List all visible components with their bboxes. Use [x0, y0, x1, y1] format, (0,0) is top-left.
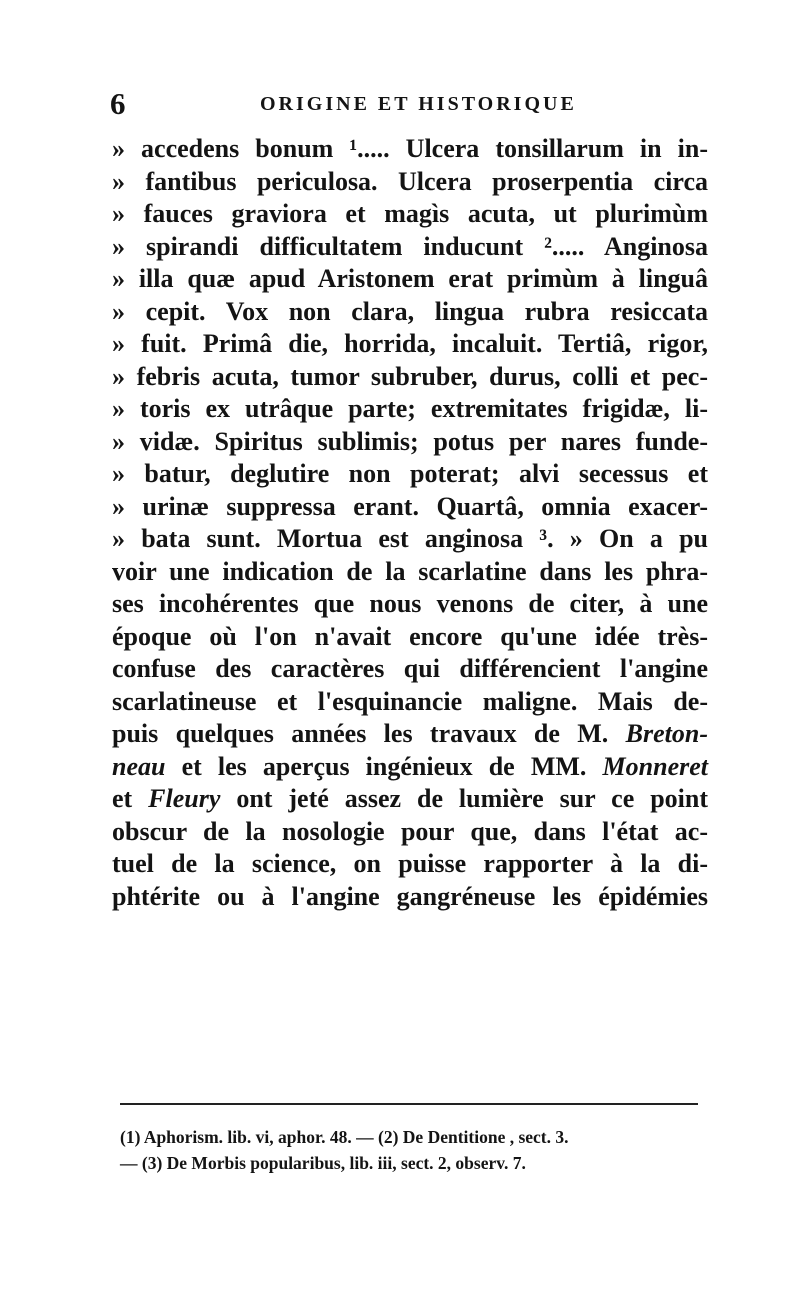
text-run: confuse des caractères qui différencient l'angine [112, 654, 708, 683]
italic-author-name: Fleury [148, 784, 221, 813]
italic-author-name: Breton- [625, 719, 708, 748]
text-run: » bata sunt. Mortua est anginosa ³. » On a pu [112, 524, 708, 553]
footnote-divider [120, 1103, 698, 1105]
text-run: ses incohérentes que nous venons de citer, à une [112, 589, 708, 618]
text-line [112, 458, 708, 491]
text-line [112, 328, 708, 361]
page-number: 6 [110, 86, 126, 121]
text-line [112, 621, 708, 654]
text-run: et les aperçus ingénieux de MM. [165, 751, 603, 781]
text-run: voir une indication de la scarlatine dans les phra- [112, 556, 708, 586]
text-run: » vidæ. Spiritus sublimis; potus per nares funde- [112, 426, 708, 456]
running-head [110, 84, 700, 124]
text-line [112, 231, 708, 264]
text-run: tuel de la science, on puisse rapporter à la di- [112, 849, 708, 878]
text-run: phtérite ou à l'angine gangréneuse les épidémies [112, 881, 708, 911]
text-line [112, 718, 708, 751]
text-run: » accedens bonum ¹..... Ulcera tonsillarum in in- [112, 134, 708, 163]
text-line [112, 296, 708, 329]
text-line [112, 426, 708, 459]
italic-author-name: neau [112, 751, 166, 781]
footnote-line: — (3) De Morbis popularibus, lib. iii, sect. 2, observ. 7. [120, 1153, 526, 1173]
text-run: » fauces graviora et magìs acuta, ut plurimùm [112, 199, 708, 228]
footnotes [120, 1124, 710, 1176]
text-run: » batur, deglutire non poterat; alvi secessus et [112, 459, 708, 488]
text-line [112, 133, 708, 166]
text-line [112, 881, 708, 914]
text-run: et [112, 784, 149, 813]
text-run: » illa quæ apud Aristonem erat primùm à linguâ [112, 264, 708, 293]
text-line [112, 783, 708, 816]
text-line [112, 491, 708, 524]
text-line [112, 848, 708, 881]
text-run: » febris acuta, tumor subruber, durus, colli et pec- [112, 361, 708, 391]
text-run: ont jeté assez de lumière sur ce point [220, 784, 709, 813]
body-text [112, 133, 708, 913]
text-run: » spirandi difficultatem inducunt ²..... Anginosa [112, 231, 708, 261]
text-run: » fuit. Primâ die, horrida, incaluit. Tertiâ, rigor, [112, 329, 708, 358]
text-line [112, 361, 708, 394]
text-run: » urinæ suppressa erant. Quartâ, omnia exacer- [112, 491, 708, 521]
text-run: scarlatineuse et l'esquinancie maligne. Mais de- [112, 686, 708, 716]
text-line [112, 523, 708, 556]
running-title: ORIGINE ET HISTORIQUE [260, 93, 577, 115]
text-run: » toris ex utrâque parte; extremitates frigidæ, li- [112, 394, 708, 423]
text-line [112, 686, 708, 719]
text-line [112, 556, 708, 589]
text-line [112, 166, 708, 199]
text-line [112, 653, 708, 686]
italic-author-name: Monneret [602, 751, 708, 781]
text-run: puis quelques années les travaux de M. [112, 719, 626, 748]
text-line [112, 393, 708, 426]
text-line [112, 263, 708, 296]
text-run: » fantibus periculosa. Ulcera proserpentia circa [112, 166, 708, 196]
text-line [112, 198, 708, 231]
text-run: » cepit. Vox non clara, lingua rubra resiccata [112, 296, 708, 326]
footnote-line: (1) Aphorism. lib. vi, aphor. 48. — (2) De Dentitione , sect. 3. [120, 1127, 569, 1147]
text-run: obscur de la nosologie pour que, dans l'état ac- [112, 816, 708, 846]
text-line [112, 588, 708, 621]
text-line [112, 816, 708, 849]
text-run: époque où l'on n'avait encore qu'une idée très- [112, 621, 708, 651]
text-line [112, 751, 708, 784]
